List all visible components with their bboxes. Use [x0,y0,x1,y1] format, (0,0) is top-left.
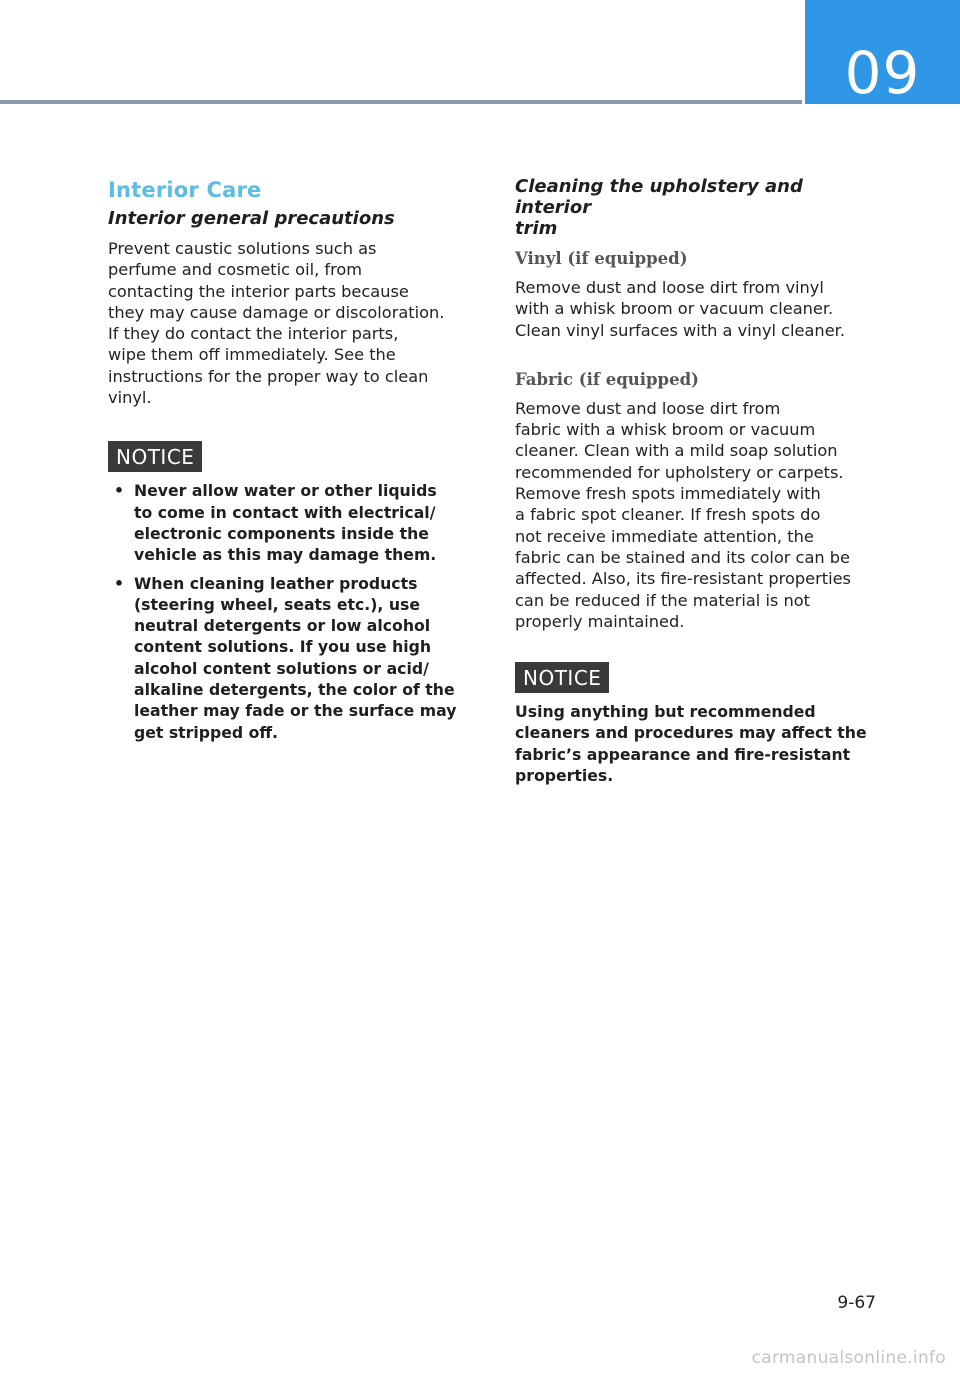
chapter-tab [805,0,960,107]
right-column [515,176,885,786]
text-line: cleaner. Clean with a mild soap solution [515,441,838,461]
notice-item [108,573,478,743]
text-line: with a whisk broom or vacuum cleaner. [515,299,834,319]
text-line: they may cause damage or discoloration. [108,302,445,322]
text-line: fabric with a whisk broom or vacuum [515,420,816,440]
text-line: If they do contact the interior parts, [108,324,399,344]
title-line: trim [515,218,558,239]
text-line: content solutions. If you use high [134,637,432,657]
text-line: cleaners and procedures may affect the [515,723,867,743]
text-line: a fabric spot cleaner. If fresh spots do [515,505,821,525]
text-line: can be reduced if the material is not [515,590,811,610]
text-line: vehicle as this may damage them. [134,545,437,565]
text-line: fabric can be stained and its color can be [515,547,851,567]
title-line: Cleaning the upholstery and interior [515,176,803,218]
bullet-icon: • [114,481,125,501]
text-line: not receive immediate attention, the [515,526,814,546]
vinyl-paragraph [515,277,885,341]
text-line: instructions for the proper way to clean [108,366,429,386]
text-line: alkaline detergents, the color of the [134,680,455,700]
text-line: Remove dust and loose dirt from [515,398,781,418]
notice-list [108,480,478,743]
fabric-heading: Fabric (if equipped) [515,369,699,389]
header-rule [0,100,802,104]
text-line: properties. [515,766,614,786]
text-line: Clean vinyl surfaces with a vinyl cleaner. [515,320,845,340]
text-line: electronic components inside the [134,523,429,543]
text-line: contacting the interior parts because [108,281,409,301]
text-line: recommended for upholstery or carpets. [515,462,844,482]
text-line: Remove dust and loose dirt from vinyl [515,278,824,297]
subsection-title-upholstery [515,176,885,239]
text-line: Never allow water or other liquids [134,481,437,501]
text-line: vinyl. [108,388,152,408]
precautions-paragraph [108,238,478,408]
text-line: neutral detergents or low alcohol [134,616,431,636]
text-line: leather may fade or the surface may [134,701,457,721]
text-line: to come in contact with electrical/ [134,502,436,522]
text-line: Remove fresh spots immediately with [515,484,821,504]
fabric-notice-text [515,701,885,786]
subsection-title-precautions: Interior general precautions [108,208,395,229]
text-line: (steering wheel, seats etc.), use [134,594,420,614]
text-line: alcohol content solutions or acid/ [134,658,429,678]
text-line: When cleaning leather products [134,573,418,593]
notice-label: NOTICE [515,662,609,693]
text-line: Prevent caustic solutions such as [108,239,377,258]
text-line: perfume and cosmetic oil, from [108,260,363,280]
text-line: get stripped off. [134,722,279,742]
vinyl-heading: Vinyl (if equipped) [515,249,688,268]
page-number: 9-67 [837,1293,876,1313]
bullet-icon: • [114,573,125,593]
left-column [108,176,478,750]
chapter-number: 09 [844,39,921,107]
text-line: Using anything but recommended [515,702,816,722]
section-title: Interior Care [108,178,262,202]
text-line: properly maintained. [515,611,685,631]
text-line: affected. Also, its fire-resistant properties [515,569,851,589]
notice-label: NOTICE [108,441,202,472]
fabric-paragraph [515,398,885,632]
watermark: carmanualsonline.info [751,1348,946,1368]
text-line: wipe them off immediately. See the [108,345,396,365]
notice-item [108,480,478,565]
text-line: fabric’s appearance and fire-resistant [515,744,851,764]
